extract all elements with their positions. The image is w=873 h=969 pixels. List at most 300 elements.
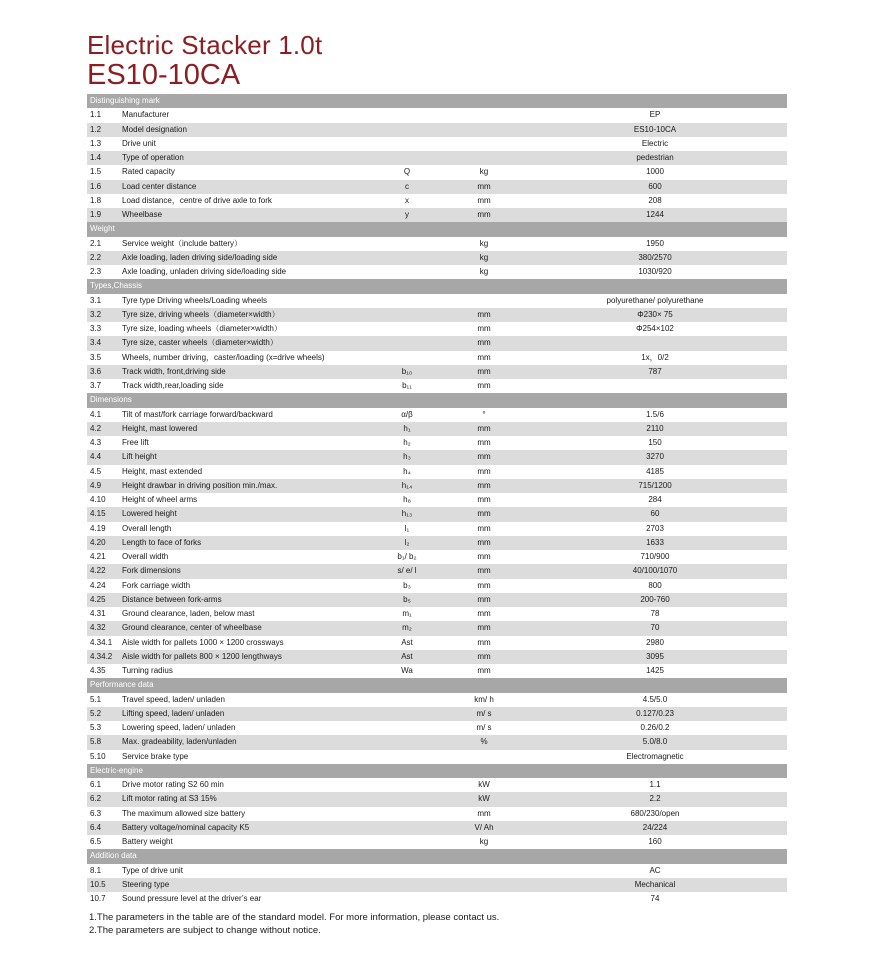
row-value-text: Electromagnetic xyxy=(626,751,684,761)
row-value xyxy=(646,450,673,464)
row-description: Load center distance xyxy=(122,181,197,191)
row-unit xyxy=(477,208,497,222)
row-value-text: 200-760 xyxy=(640,594,670,604)
row-number: 4.25 xyxy=(90,594,106,604)
row-value xyxy=(646,208,673,222)
row-description: Battery weight xyxy=(122,837,173,846)
row-description: Distance between fork-arms xyxy=(122,594,222,604)
row-symbol-text: h₄ xyxy=(403,466,411,476)
row-symbol-text: s/ e/ l xyxy=(397,566,417,576)
row-unit xyxy=(478,778,496,792)
row-number: 6.5 xyxy=(90,837,102,846)
row-value-text: 710/900 xyxy=(640,552,670,561)
row-value xyxy=(648,180,668,194)
row-value xyxy=(650,507,664,521)
row-description: Sound pressure level at the driver’s ear xyxy=(122,894,262,903)
section-header xyxy=(87,678,787,692)
row-value xyxy=(648,493,668,507)
row-unit-text: mm xyxy=(477,552,491,561)
row-number: 1.8 xyxy=(90,195,102,205)
row-unit-text: mm xyxy=(477,537,491,547)
row-symbol-text: h₁₃ xyxy=(401,509,413,519)
page-title: Electric Stacker 1.0t xyxy=(87,30,323,60)
row-unit-text: mm xyxy=(477,808,491,818)
row-symbol-text: Ast xyxy=(401,651,413,661)
table-row xyxy=(87,864,787,878)
footnotes xyxy=(89,912,499,937)
row-number: 4.31 xyxy=(90,609,106,618)
row-symbol-text: Q xyxy=(403,167,411,177)
row-symbol-text: h₂ xyxy=(403,438,411,447)
table-row xyxy=(87,322,787,336)
row-unit xyxy=(484,408,487,422)
row-unit-text: mm xyxy=(477,438,491,447)
row-number: 4.32 xyxy=(90,623,106,633)
row-value-text: 1950 xyxy=(646,238,664,248)
row-value xyxy=(646,664,673,678)
row-value xyxy=(646,636,673,650)
row-unit xyxy=(477,351,497,365)
row-value-text: 2703 xyxy=(646,523,664,533)
row-number: 6.2 xyxy=(90,794,102,804)
row-unit xyxy=(477,636,497,650)
row-symbol-text: Wa xyxy=(401,666,413,675)
table-row xyxy=(87,636,787,650)
row-symbol-text: c xyxy=(405,181,409,191)
row-unit-text: m/ s xyxy=(476,723,492,732)
row-unit-text: kg xyxy=(479,837,489,846)
row-description: Height, mast lowered xyxy=(122,423,198,433)
row-value xyxy=(649,778,666,792)
row-unit xyxy=(474,693,504,707)
row-value-text: 208 xyxy=(648,195,662,205)
table-row xyxy=(87,650,787,664)
row-unit xyxy=(477,807,497,821)
row-description: Tyre size, loading wheels（diameter×width） xyxy=(122,324,282,333)
row-number: 6.4 xyxy=(90,822,102,832)
row-unit-text: mm xyxy=(477,195,491,205)
row-unit-text: mm xyxy=(477,651,491,661)
spec-table xyxy=(87,94,787,906)
row-value-text: polyurethane/ polyurethane xyxy=(606,295,704,305)
row-number: 3.4 xyxy=(90,338,102,348)
table-row xyxy=(87,465,787,479)
row-value xyxy=(648,365,668,379)
row-number: 1.4 xyxy=(90,153,102,162)
table-row xyxy=(87,379,787,393)
section-title: Weight xyxy=(90,224,115,234)
row-symbol-text: b₃ xyxy=(403,580,411,590)
row-value xyxy=(646,650,673,664)
table-row xyxy=(87,308,787,322)
row-symbol-text: l₂ xyxy=(404,537,410,547)
table-row xyxy=(87,792,787,806)
row-value xyxy=(641,137,681,151)
row-number: 4.9 xyxy=(90,480,102,490)
row-unit-text: km/ h xyxy=(474,694,494,704)
row-number: 4.15 xyxy=(90,509,106,519)
section-title: Dimensions xyxy=(90,395,132,405)
row-description: Max. gradeability, laden/unladen xyxy=(122,737,237,747)
row-unit xyxy=(477,550,497,564)
row-value-text: 40/100/1070 xyxy=(632,566,678,576)
row-number: 3.6 xyxy=(90,366,102,376)
row-number: 3.7 xyxy=(90,381,102,390)
row-value xyxy=(638,479,688,493)
row-number: 4.35 xyxy=(90,666,106,675)
row-number: 4.5 xyxy=(90,466,102,476)
row-unit-text: mm xyxy=(477,623,491,633)
row-number: 4.21 xyxy=(90,552,106,561)
row-unit xyxy=(477,308,497,322)
row-unit-text: mm xyxy=(477,609,491,618)
row-value-text: 5.0/8.0 xyxy=(642,737,668,747)
table-row xyxy=(87,294,787,308)
row-value xyxy=(632,564,700,578)
row-value-text: 1425 xyxy=(646,666,664,675)
table-row xyxy=(87,493,787,507)
row-description: Axle loading, unladen driving side/loading side xyxy=(122,267,287,276)
row-value-text: 3095 xyxy=(646,651,664,661)
row-symbol-text: b₁₀ xyxy=(401,366,413,376)
row-unit-text: mm xyxy=(477,352,491,362)
row-number: 2.2 xyxy=(90,252,102,262)
row-value xyxy=(638,265,688,279)
row-description: Tyre size, driving wheels（diameter×width） xyxy=(122,309,280,319)
row-unit-text: mm xyxy=(477,466,491,476)
row-unit-text: mm xyxy=(477,309,491,319)
row-unit-text: ° xyxy=(482,409,486,419)
row-value-text: 1244 xyxy=(646,210,664,219)
row-unit xyxy=(477,593,497,607)
row-description: Manufacturer xyxy=(122,110,170,120)
table-row xyxy=(87,892,787,906)
row-unit xyxy=(477,450,497,464)
row-description: Battery voltage/nominal capacity K5 xyxy=(122,822,250,832)
row-unit-text: kg xyxy=(479,167,489,177)
row-unit xyxy=(477,194,497,208)
row-value xyxy=(646,237,673,251)
row-unit xyxy=(477,336,497,350)
row-unit-text: mm xyxy=(477,580,491,590)
row-unit-text: m/ s xyxy=(476,708,492,718)
row-value xyxy=(650,892,664,906)
row-description: Overall length xyxy=(122,523,172,533)
row-description: Steering type xyxy=(122,879,170,889)
row-symbol-text: h₈ xyxy=(403,495,411,504)
row-number: 4.34.2 xyxy=(90,651,113,661)
row-unit xyxy=(477,365,497,379)
row-unit-text: mm xyxy=(477,452,491,462)
row-unit xyxy=(476,707,499,721)
row-unit-text: mm xyxy=(477,181,491,191)
row-value-text: 1000 xyxy=(646,167,664,177)
section-title: Performance data xyxy=(90,680,154,690)
row-number: 5.8 xyxy=(90,737,102,747)
row-unit xyxy=(477,379,497,393)
row-unit-text: kW xyxy=(478,794,490,804)
row-description: Lowering speed, laden/ unladen xyxy=(122,723,236,732)
model-title: ES10-10CA xyxy=(87,59,241,91)
row-unit-text: kg xyxy=(479,252,489,262)
row-value xyxy=(636,322,693,336)
row-value xyxy=(642,693,679,707)
row-unit xyxy=(477,436,497,450)
row-number: 3.2 xyxy=(90,309,102,319)
section-title: Distinguishing mark xyxy=(90,96,160,105)
row-unit xyxy=(477,664,497,678)
table-row xyxy=(87,593,787,607)
row-number: 5.3 xyxy=(90,723,102,732)
row-value-text: ES10-10CA xyxy=(633,124,677,134)
table-row xyxy=(87,365,787,379)
row-number: 4.20 xyxy=(90,537,106,547)
row-number: 1.3 xyxy=(90,138,102,148)
table-row xyxy=(87,707,787,721)
table-row xyxy=(87,265,787,279)
row-description: Overall width xyxy=(122,552,169,561)
row-number: 10.5 xyxy=(90,879,106,889)
table-row xyxy=(87,550,787,564)
row-value-text: 70 xyxy=(650,623,660,633)
footnote: 1.The parameters in the table are of the standard model. For more information, please contact us. xyxy=(89,912,500,923)
row-value-text: EP xyxy=(649,110,661,120)
row-unit-text: mm xyxy=(477,495,491,504)
row-unit-text: mm xyxy=(477,338,491,348)
row-description: Model designation xyxy=(122,124,187,134)
row-unit xyxy=(476,721,499,735)
table-row xyxy=(87,721,787,735)
table-row xyxy=(87,807,787,821)
table-row xyxy=(87,123,787,137)
row-symbol-text: b₅ xyxy=(403,594,411,604)
table-row xyxy=(87,878,787,892)
row-value-text: AC xyxy=(649,865,661,875)
row-unit xyxy=(477,579,497,593)
row-number: 10.7 xyxy=(90,894,106,903)
row-value-text: 4185 xyxy=(646,466,664,476)
row-value-text: 1.5/6 xyxy=(646,409,664,419)
row-value-text: 1x，0/2 xyxy=(641,352,669,362)
row-value xyxy=(636,151,692,165)
row-unit xyxy=(479,265,492,279)
row-unit-text: mm xyxy=(477,509,491,519)
row-unit-text: kg xyxy=(479,238,489,248)
row-description: Travel speed, laden/ unladen xyxy=(122,694,225,704)
row-value-text: 284 xyxy=(648,495,662,504)
row-value xyxy=(640,721,684,735)
row-value xyxy=(642,821,679,835)
row-value xyxy=(649,792,666,806)
row-unit-text: kW xyxy=(478,780,490,789)
row-number: 2.3 xyxy=(90,267,102,276)
row-description: Rated capacity xyxy=(122,167,175,177)
row-value-text: 74 xyxy=(650,894,660,903)
row-unit xyxy=(477,507,497,521)
section-title: Electric-engine xyxy=(90,765,143,775)
row-symbol-text: x xyxy=(405,195,409,205)
table-row xyxy=(87,522,787,536)
row-unit-text: mm xyxy=(477,324,491,333)
row-symbol-text: Ast xyxy=(401,637,413,647)
row-unit xyxy=(479,165,492,179)
row-description: Wheels, number driving，caster/loading (x=drive wheels) xyxy=(122,352,325,362)
table-row xyxy=(87,664,787,678)
row-description: Load distance，centre of drive axle to fork xyxy=(122,195,272,205)
row-unit-text: mm xyxy=(477,523,491,533)
row-description: Fork carriage width xyxy=(122,580,191,590)
row-unit xyxy=(477,180,497,194)
row-unit-text: mm xyxy=(477,566,491,576)
table-row xyxy=(87,408,787,422)
row-description: Turning radius xyxy=(122,666,173,675)
row-number: 1.1 xyxy=(90,110,102,120)
row-description: Drive unit xyxy=(122,138,156,148)
table-row xyxy=(87,237,787,251)
row-symbol-text: l₁ xyxy=(404,523,410,533)
row-value xyxy=(649,108,666,122)
row-value xyxy=(646,522,673,536)
row-description: Tyre type Driving wheels/Loading wheels xyxy=(122,295,267,305)
row-number: 4.10 xyxy=(90,495,106,504)
row-unit-text: kg xyxy=(479,267,489,276)
row-value xyxy=(640,550,684,564)
row-value xyxy=(648,835,668,849)
row-value-text: 0.26/0.2 xyxy=(640,723,670,732)
row-description: Fork dimensions xyxy=(122,566,181,576)
table-row xyxy=(87,422,787,436)
row-value-text: 2.2 xyxy=(649,794,661,804)
row-description: Axle loading, laden driving side/loading side xyxy=(122,252,278,262)
row-unit xyxy=(477,479,497,493)
row-symbol-text: m₁ xyxy=(402,609,412,618)
row-unit xyxy=(477,493,497,507)
table-row xyxy=(87,336,787,350)
row-description: Ground clearance, center of wheelbase xyxy=(122,623,262,633)
row-unit xyxy=(474,821,503,835)
row-number: 8.1 xyxy=(90,865,102,875)
row-value xyxy=(650,607,664,621)
row-description: Service weight（include battery） xyxy=(122,238,243,248)
row-description: Tyre size, caster wheels（diameter×width） xyxy=(122,338,278,348)
row-number: 4.1 xyxy=(90,409,102,419)
row-description: Track width,rear,loading side xyxy=(122,381,224,390)
row-value xyxy=(633,123,697,137)
table-row xyxy=(87,208,787,222)
row-number: 6.1 xyxy=(90,780,102,789)
row-description: Length to face of forks xyxy=(122,537,202,547)
row-unit-text: mm xyxy=(477,594,491,604)
row-unit xyxy=(479,835,492,849)
row-unit-text: mm xyxy=(477,666,491,675)
section-header xyxy=(87,279,787,293)
table-row xyxy=(87,621,787,635)
table-row xyxy=(87,137,787,151)
row-number: 4.2 xyxy=(90,423,102,433)
row-description: Ground clearance, laden, below mast xyxy=(122,609,255,618)
table-row xyxy=(87,735,787,749)
table-row xyxy=(87,821,787,835)
row-symbol-text: α/β xyxy=(401,409,413,419)
row-description: Lowered height xyxy=(122,509,177,519)
row-number: 5.10 xyxy=(90,751,106,761)
row-value xyxy=(606,294,752,308)
row-value xyxy=(640,593,684,607)
row-unit xyxy=(480,735,491,749)
row-number: 4.19 xyxy=(90,523,106,533)
row-unit xyxy=(477,650,497,664)
row-symbol-text: h₁₄ xyxy=(401,480,413,490)
row-value-text: 0.127/0.23 xyxy=(636,708,674,718)
row-value xyxy=(648,579,668,593)
row-value-text: 800 xyxy=(648,580,662,590)
row-value xyxy=(648,436,668,450)
row-value xyxy=(650,621,664,635)
table-row xyxy=(87,607,787,621)
footnote: 2.The parameters are subject to change without notice. xyxy=(89,924,321,936)
row-number: 1.2 xyxy=(90,124,102,134)
row-description: Free lift xyxy=(122,438,149,447)
table-row xyxy=(87,108,787,122)
row-number: 5.2 xyxy=(90,708,102,718)
row-unit xyxy=(477,465,497,479)
row-unit-text: mm xyxy=(477,480,491,490)
row-description: Drive motor rating S2 60 min xyxy=(122,780,224,789)
row-value xyxy=(649,864,666,878)
row-value xyxy=(646,536,673,550)
section-header xyxy=(87,222,787,236)
row-value-text: Φ230× 75 xyxy=(637,309,673,319)
row-value-text: 2110 xyxy=(646,423,664,433)
table-row xyxy=(87,579,787,593)
row-description: Tilt of mast/fork carriage forward/backward xyxy=(122,409,273,419)
row-description: Height of wheel arms xyxy=(122,495,198,504)
row-description: Height, mast extended xyxy=(122,466,203,476)
row-value-text: 1633 xyxy=(646,537,664,547)
row-description: Wheelbase xyxy=(122,210,163,219)
table-row xyxy=(87,693,787,707)
row-number: 3.3 xyxy=(90,324,102,333)
row-unit xyxy=(477,322,497,336)
section-header xyxy=(87,764,787,778)
row-value xyxy=(637,308,691,322)
section-header xyxy=(87,94,787,108)
row-value-text: 3270 xyxy=(646,452,664,462)
row-value xyxy=(634,878,695,892)
row-number: 4.24 xyxy=(90,580,106,590)
section-header xyxy=(87,393,787,407)
row-unit xyxy=(477,564,497,578)
row-value xyxy=(642,735,679,749)
table-row xyxy=(87,180,787,194)
row-unit xyxy=(477,621,497,635)
row-value xyxy=(638,251,688,265)
row-description: Aisle width for pallets 800 × 1200 lengthways xyxy=(122,651,282,661)
row-value xyxy=(626,750,712,764)
table-row xyxy=(87,835,787,849)
row-value xyxy=(636,707,693,721)
row-value xyxy=(630,807,704,821)
row-value xyxy=(641,351,683,365)
table-row xyxy=(87,479,787,493)
row-value-text: pedestrian xyxy=(636,153,674,162)
row-unit-text: mm xyxy=(477,210,491,219)
row-unit-text: mm xyxy=(477,366,491,376)
row-symbol-text: b₁₁ xyxy=(402,381,412,390)
row-value xyxy=(646,408,673,422)
section-title: Addition data xyxy=(90,851,137,861)
row-number: 2.1 xyxy=(90,238,102,248)
